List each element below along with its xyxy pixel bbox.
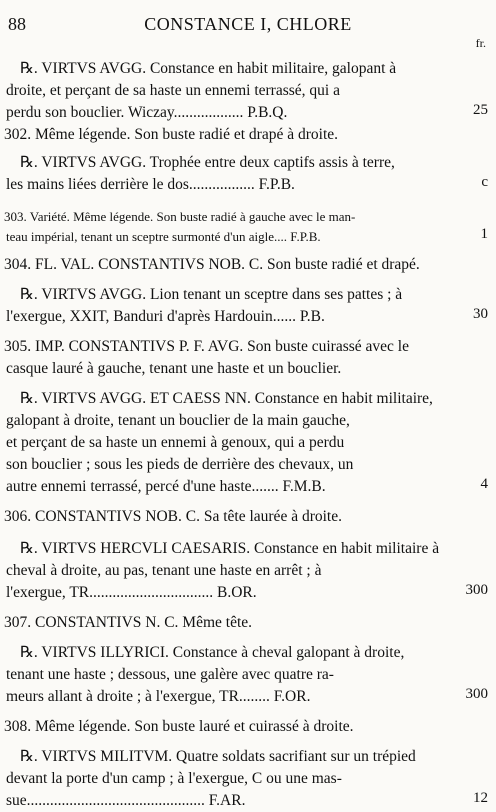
value-entry: 300 xyxy=(465,686,488,702)
value-entry: c xyxy=(481,174,488,190)
text-line: 305. IMP. CONSTANTIVS P. F. AVG. Son buste cuirassé avec le xyxy=(4,338,409,355)
text-line: droite, et perçant de sa haste un ennemi terrassé, qui a xyxy=(6,82,340,99)
text-line: son bouclier ; sous les pieds de derrière des chevaux, un xyxy=(6,456,354,473)
text-line: casque lauré à gauche, tenant une haste et un bouclier. xyxy=(6,360,342,377)
text-line: galopant à droite, tenant un bouclier de la main gauche, xyxy=(6,412,350,429)
value-entry: 12 xyxy=(473,790,488,806)
text-line: ℞. VIRTVS HERCVLI CAESARIS. Constance en habit militaire à xyxy=(20,540,440,557)
text-line: devant la porte d'un camp ; à l'exergue, C ou une mas- xyxy=(6,770,342,787)
text-line: 308. Même légende. Son buste lauré et cuirassé à droite. xyxy=(4,718,354,735)
text-line: ℞. VIRTVS ILLYRICI. Constance à cheval galopant à droite, xyxy=(20,644,405,661)
text-line: l'exergue, TR................................ B.OR. xyxy=(6,584,257,601)
text-line: sue.............................................. F.AR. xyxy=(6,792,246,809)
value-entry: 25 xyxy=(473,102,488,118)
text-line: teau impérial, tenant un sceptre surmonté d'un aigle.... F.P.B. xyxy=(6,229,321,244)
text-line: ℞. VIRTVS AVGG. ET CAESS NN. Constance en habit militaire, xyxy=(20,390,433,407)
text-line: 306. CONSTANTIVS NOB. C. Sa tête laurée à droite. xyxy=(4,508,342,525)
text-line: meurs allant à droite ; à l'exergue, TR........ F.OR. xyxy=(6,688,311,705)
text-line: 304. FL. VAL. CONSTANTIVS NOB. C. Son buste radié et drapé. xyxy=(4,256,420,273)
value-entry: 4 xyxy=(480,476,488,492)
text-line: ℞. VIRTVS MILITVM. Quatre soldats sacrifiant sur un trépied xyxy=(20,748,416,765)
text-line: ℞. VIRTVS AVGG. Trophée entre deux captifs assis à terre, xyxy=(20,154,395,171)
text-line: 303. Variété. Même légende. Son buste radié à gauche avec le man- xyxy=(4,209,356,224)
value-entry: 30 xyxy=(473,306,488,322)
text-line: et perçant de sa haste un ennemi à genoux, qui a perdu xyxy=(6,434,345,451)
text-line: l'exergue, XXIT, Banduri d'après Hardouin...... P.B. xyxy=(6,308,325,325)
text-line: 307. CONSTANTIVS N. C. Même tête. xyxy=(4,614,253,631)
text-line: les mains liées derrière le dos................. F.P.B. xyxy=(6,176,295,193)
running-title: CONSTANCE I, CHLORE xyxy=(144,14,352,34)
text-line: 302. Même légende. Son buste radié et drapé à droite. xyxy=(4,126,338,143)
text-line: cheval à droite, au pas, tenant une haste en arrêt ; à xyxy=(6,562,322,579)
text-line: perdu son bouclier. Wiczay.................. P.B.Q. xyxy=(6,104,288,121)
text-line: autre ennemi terrassé, percé d'une haste....... F.M.B. xyxy=(6,478,326,495)
column-label: fr. xyxy=(475,36,486,50)
value-entry: 1 xyxy=(480,226,488,242)
page-number: 88 xyxy=(8,14,26,34)
text-line: tenant une haste ; dessous, une galère avec quatre ra- xyxy=(6,666,334,683)
text-line: ℞. VIRTVS AVGG. Lion tenant un sceptre dans ses pattes ; à xyxy=(20,286,403,303)
text-line: ℞. VIRTVS AVGG. Constance en habit militaire, galopant à xyxy=(20,60,397,77)
value-entry: 300 xyxy=(465,582,488,598)
